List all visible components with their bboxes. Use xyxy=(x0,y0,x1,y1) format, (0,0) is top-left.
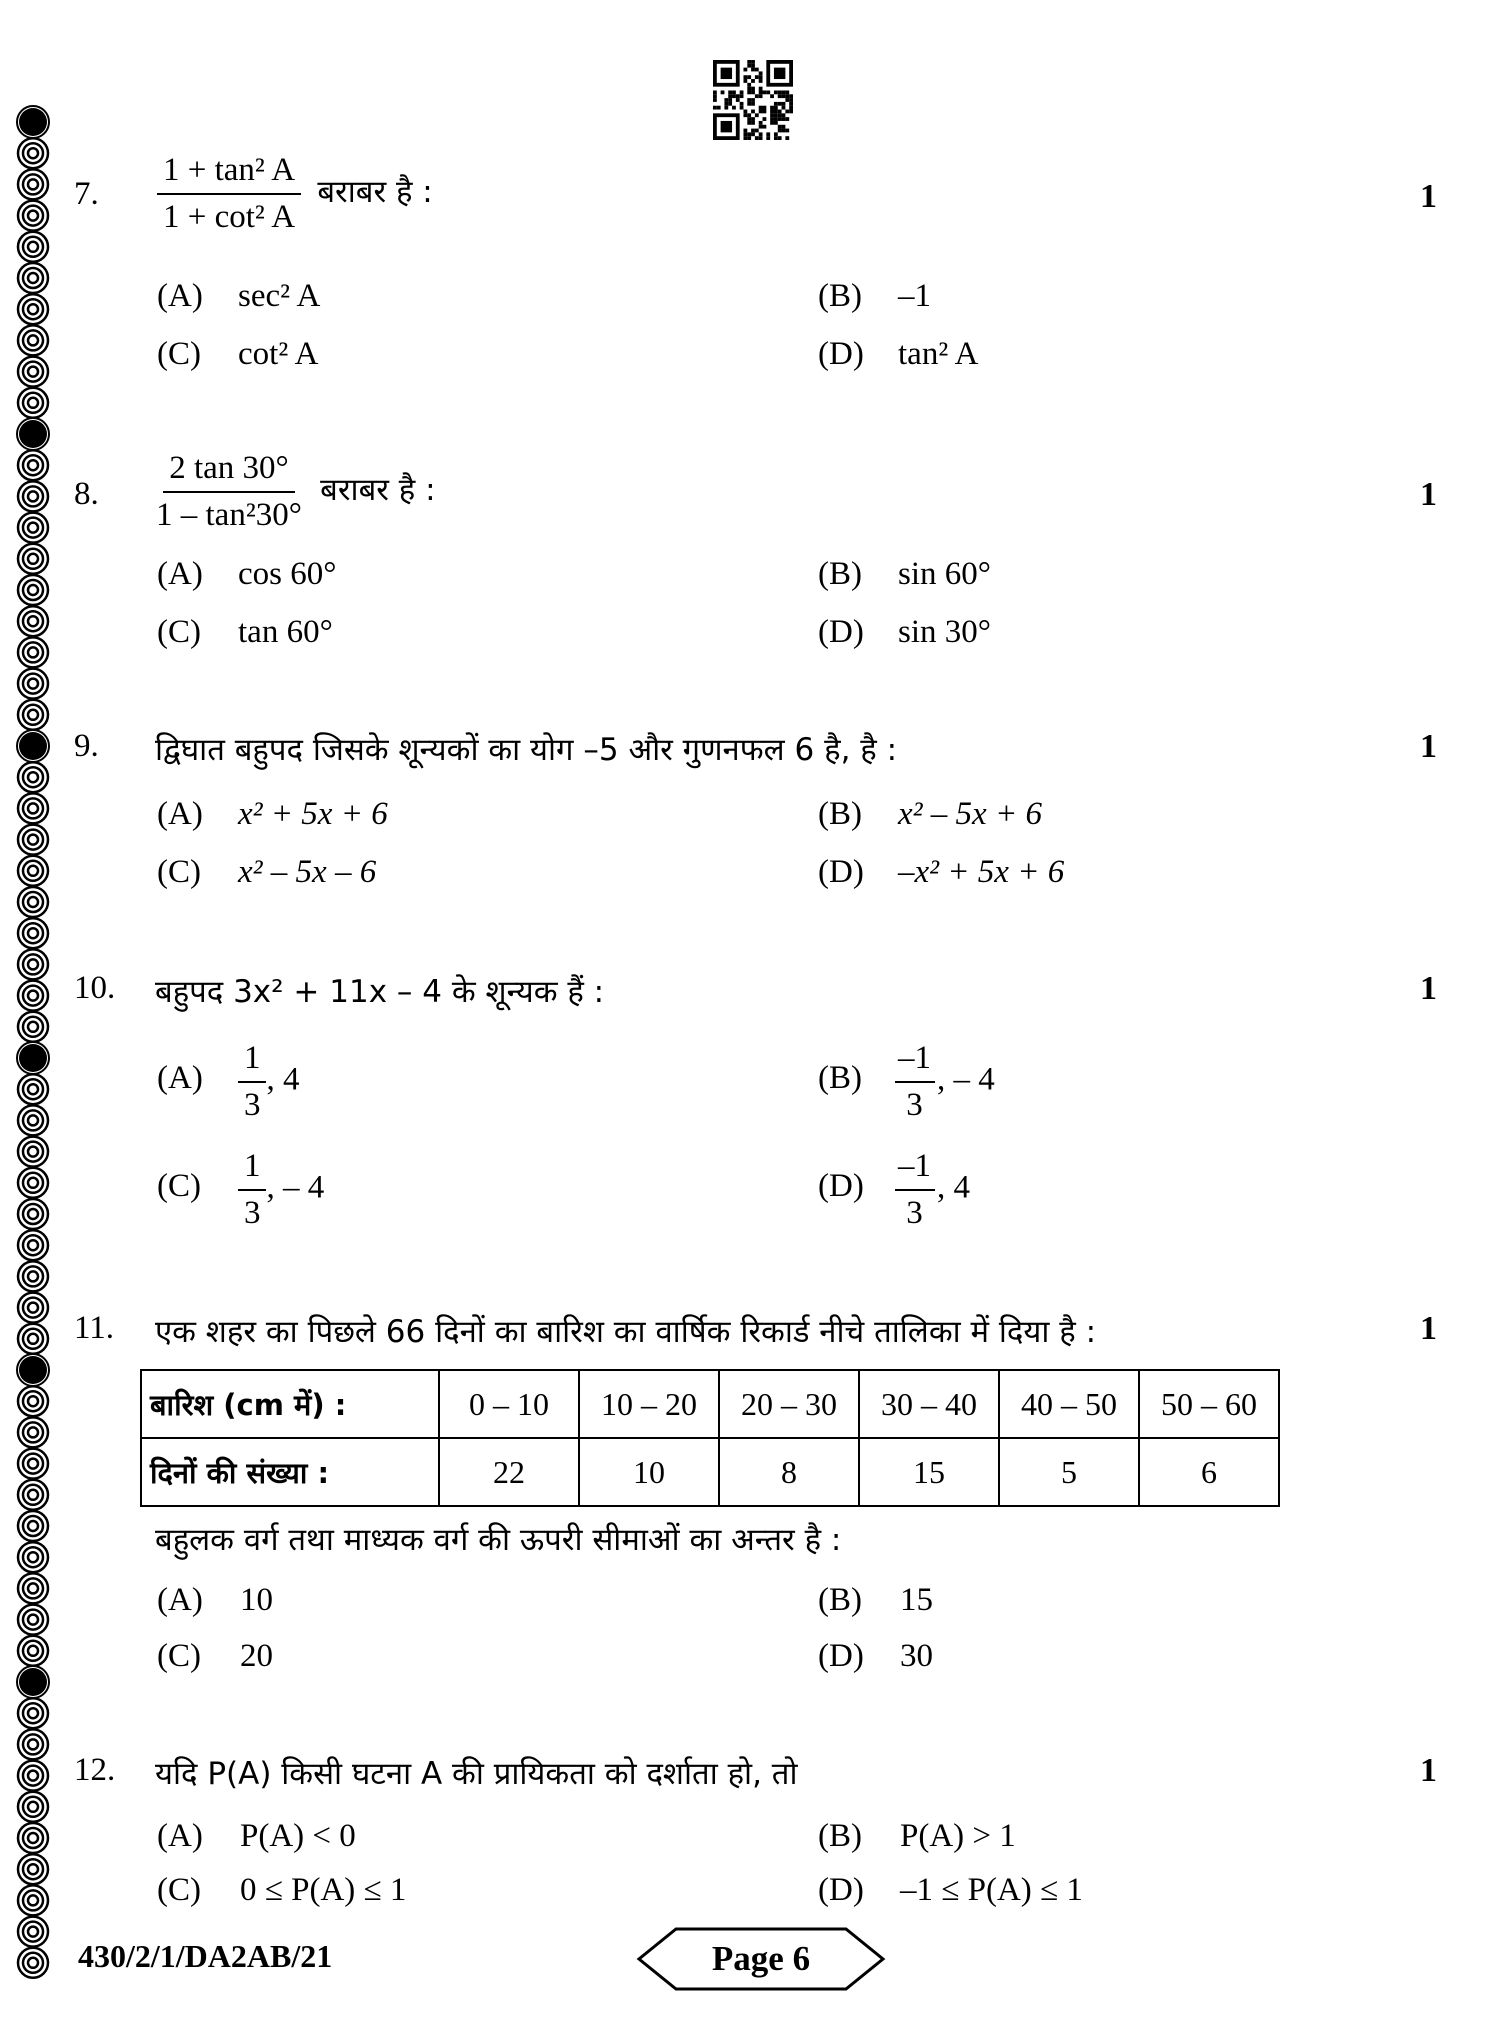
table-row xyxy=(141,1438,1279,1506)
option-label: (C) xyxy=(157,854,201,890)
option-text: 15 xyxy=(900,1582,933,1618)
option-text xyxy=(892,1040,995,1124)
option-label: (A) xyxy=(157,1818,203,1854)
option-label: (C) xyxy=(157,1168,201,1204)
row-header: बारिश (cm में) : xyxy=(141,1370,439,1438)
question-marks: 1 xyxy=(1420,1310,1437,1347)
question-stem: यदि P(A) किसी घटना A की प्रायिकता को दर्शाता हो, तो xyxy=(155,1756,798,1792)
question-subtext: बहुलक वर्ग तथा माध्यक वर्ग की ऊपरी सीमाओं का अन्तर है : xyxy=(155,1522,842,1558)
option-label: (B) xyxy=(818,556,862,592)
question-number: 11. xyxy=(74,1310,115,1346)
option-label: (A) xyxy=(157,1060,203,1096)
option-label: (B) xyxy=(818,796,862,832)
option-label: (A) xyxy=(157,556,203,592)
option-label: (A) xyxy=(157,796,203,832)
option-label: (C) xyxy=(157,336,201,372)
question-number: 7. xyxy=(74,176,99,212)
question-marks: 1 xyxy=(1420,178,1437,215)
question-marks: 1 xyxy=(1420,728,1437,765)
option-text: 30 xyxy=(900,1638,933,1674)
fraction xyxy=(157,152,301,236)
row-header: दिनों की संख्या : xyxy=(141,1438,439,1506)
table-cell: 0 – 10 xyxy=(439,1370,579,1438)
option-label: (C) xyxy=(157,1638,201,1674)
question-number: 10. xyxy=(74,970,116,1006)
option-text: –x² + 5x + 6 xyxy=(898,854,1065,890)
option-text: cot² A xyxy=(238,336,319,372)
option-label: (D) xyxy=(818,614,864,650)
option-text: –1 xyxy=(898,278,931,314)
option-text: P(A) < 0 xyxy=(240,1818,356,1854)
table-cell: 20 – 30 xyxy=(719,1370,859,1438)
paper-code: 430/2/1/DA2AB/21 xyxy=(78,1938,333,1974)
option-label: (C) xyxy=(157,1872,201,1908)
table-cell: 5 xyxy=(999,1438,1139,1506)
option-text: sec² A xyxy=(238,278,321,314)
option-text xyxy=(892,1148,970,1232)
option-text: sin 60° xyxy=(898,556,991,592)
option-text xyxy=(238,1040,300,1124)
option-label: (B) xyxy=(818,1582,862,1618)
question-stem xyxy=(157,152,433,236)
question-marks: 1 xyxy=(1420,1752,1437,1789)
option-label: (B) xyxy=(818,1818,862,1854)
rainfall-table xyxy=(140,1369,1280,1507)
option-label: (D) xyxy=(818,336,864,372)
question-number: 8. xyxy=(74,476,99,512)
option-label: (B) xyxy=(818,278,862,314)
fraction-numerator: 1 xyxy=(244,1148,261,1184)
fraction-denominator: 3 xyxy=(244,1195,261,1231)
concentric-ring-column-icon xyxy=(8,100,58,1980)
option-text: P(A) > 1 xyxy=(900,1818,1016,1854)
table-cell: 8 xyxy=(719,1438,859,1506)
question-number: 12. xyxy=(74,1752,116,1788)
option-text: 20 xyxy=(240,1638,273,1674)
table-cell: 40 – 50 xyxy=(999,1370,1139,1438)
fraction-numerator: 1 + tan² A xyxy=(157,152,301,195)
table-cell: 30 – 40 xyxy=(859,1370,999,1438)
option-text: cos 60° xyxy=(238,556,337,592)
question-marks: 1 xyxy=(1420,476,1437,513)
option-text: –1 ≤ P(A) ≤ 1 xyxy=(900,1872,1083,1908)
question-stem: एक शहर का पिछले 66 दिनों का बारिश का वार्षिक रिकार्ड नीचे तालिका में दिया है : xyxy=(155,1314,1097,1350)
qr-code-icon xyxy=(713,60,793,140)
fraction-numerator: 1 xyxy=(244,1040,261,1076)
option-label: (D) xyxy=(818,1638,864,1674)
fraction-denominator: 3 xyxy=(906,1195,923,1231)
option-label: (D) xyxy=(818,1168,864,1204)
fraction-denominator: 1 + cot² A xyxy=(163,199,296,235)
option-text xyxy=(238,1148,324,1232)
option-rest: , – 4 xyxy=(937,1061,995,1098)
table-cell: 10 xyxy=(579,1438,719,1506)
question-number: 9. xyxy=(74,728,99,764)
option-text: sin 30° xyxy=(898,614,991,650)
option-text: x² + 5x + 6 xyxy=(238,796,388,832)
option-label: (A) xyxy=(157,1582,203,1618)
option-text: 0 ≤ P(A) ≤ 1 xyxy=(240,1872,407,1908)
option-label: (B) xyxy=(818,1060,862,1096)
option-rest: , 4 xyxy=(937,1169,970,1206)
option-label: (A) xyxy=(157,278,203,314)
question-marks: 1 xyxy=(1420,970,1437,1007)
option-text: tan 60° xyxy=(238,614,333,650)
table-cell: 15 xyxy=(859,1438,999,1506)
table-row xyxy=(141,1370,1279,1438)
table-cell: 50 – 60 xyxy=(1139,1370,1279,1438)
table-cell: 6 xyxy=(1139,1438,1279,1506)
question-stem: बहुपद 3x² + 11x – 4 के शून्यक हैं : xyxy=(155,974,605,1010)
option-label: (D) xyxy=(818,1872,864,1908)
page-number: Page 6 xyxy=(711,1939,811,1978)
stem-suffix: बराबर है : xyxy=(317,173,433,210)
option-label: (C) xyxy=(157,614,201,650)
fraction-denominator: 3 xyxy=(244,1087,261,1123)
option-label: (D) xyxy=(818,854,864,890)
question-stem xyxy=(150,450,436,534)
option-text: x² – 5x + 6 xyxy=(898,796,1042,832)
option-text: x² – 5x – 6 xyxy=(238,854,377,890)
fraction xyxy=(150,450,308,534)
stem-suffix: बराबर है : xyxy=(320,471,436,508)
fraction-denominator: 3 xyxy=(906,1087,923,1123)
question-stem: द्विघात बहुपद जिसके शून्यकों का योग –5 और गुणनफल 6 है, है : xyxy=(155,732,898,768)
fraction-numerator: –1 xyxy=(898,1040,931,1076)
option-rest: , 4 xyxy=(266,1061,300,1098)
table-cell: 22 xyxy=(439,1438,579,1506)
fraction-denominator: 1 – tan²30° xyxy=(156,497,302,533)
option-text: 10 xyxy=(240,1582,273,1618)
fraction-numerator: 2 tan 30° xyxy=(163,450,295,493)
fraction-numerator: –1 xyxy=(898,1148,931,1184)
table-cell: 10 – 20 xyxy=(579,1370,719,1438)
option-text: tan² A xyxy=(898,336,979,372)
option-rest: , – 4 xyxy=(266,1169,325,1206)
